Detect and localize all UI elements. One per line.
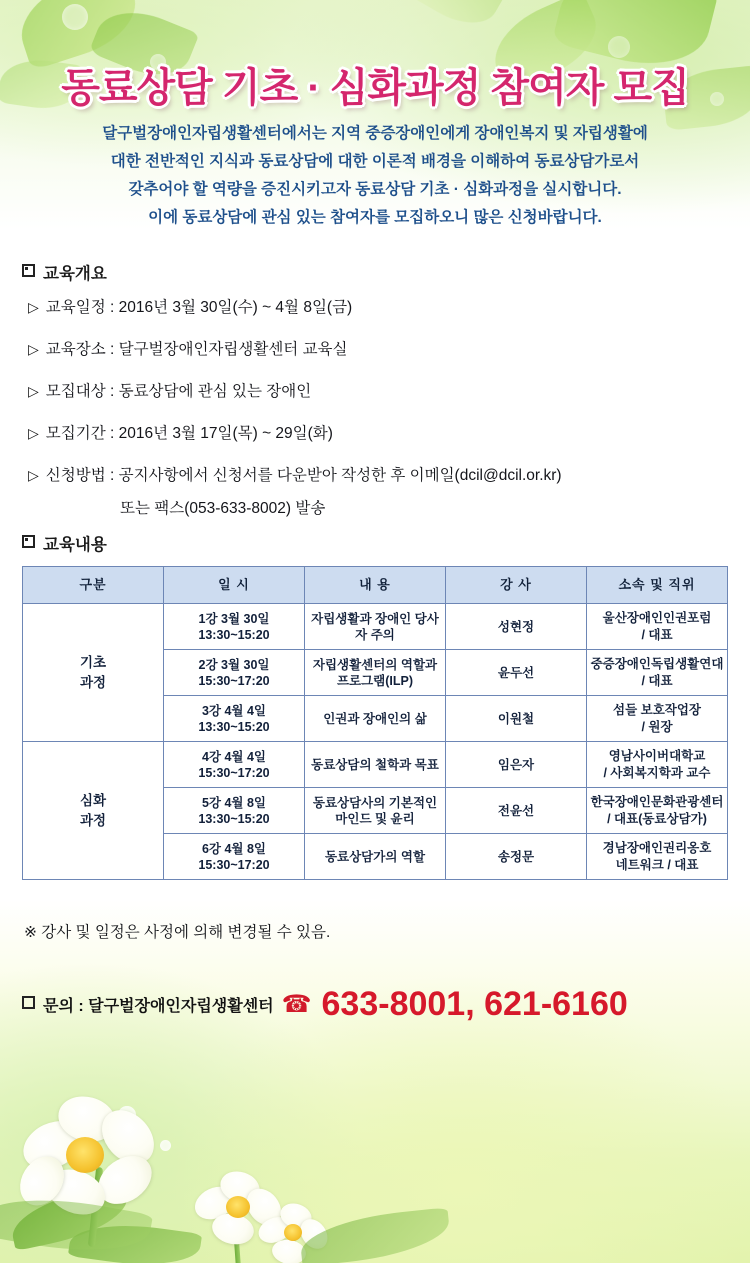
leaf-decoration-icon [403,0,507,37]
section-heading-content-label: 교육내용 [43,536,107,554]
table-row [23,742,728,788]
column-header-organization: 소속 및 직위 [587,567,728,604]
cell-teacher: 성현정 [446,604,587,650]
cell-teacher: 이원철 [446,696,587,742]
contact-row [22,985,732,1024]
cell-topic: 자립생활과 장애인 당사자 주의 [305,604,446,650]
cell-datetime: 4강 4월 4일 15:30~17:20 [164,742,305,788]
cell-datetime: 3강 4월 4일 13:30~15:20 [164,696,305,742]
poster-title-wrap [0,56,750,113]
column-header-datetime: 일 시 [164,567,305,604]
contact-phone-number[interactable]: 633-8001, 621-6160 [321,985,628,1023]
cell-topic: 동료상담의 철학과 목표 [305,742,446,788]
intro-line: 이에 동료상담에 관심 있는 참여자를 모집하오니 많은 신청바랍니다. [148,209,602,226]
contact-label-text: 문의 : 달구벌장애인자립생활센터 [43,998,274,1015]
square-bullet-icon [22,996,35,1009]
schedule-table-wrap [22,566,728,880]
bokeh-circle-icon [608,36,630,58]
list-item-label: 교육장소 : 달구벌장애인자립생활센터 교육실 [45,341,348,358]
triangle-bullet-icon: ▷ [28,299,39,315]
list-item-continuation: 또는 팩스(053-633-8002) 발송 [120,500,326,517]
bokeh-circle-icon [62,4,88,30]
column-header-topic: 내 용 [305,567,446,604]
page-title: 동료상담 기초 · 심화과정 참여자 모집 [61,66,689,110]
list-item-label: 모집대상 : 동료상담에 관심 있는 장애인 [45,383,312,400]
list-item [28,338,728,361]
list-item-label: 교육일정 : 2016년 3월 30일(수) ~ 4월 8일(금) [45,299,353,316]
telephone-icon: ☎ [281,990,312,1018]
intro-line: 갖추어야 할 역량을 증진시키고자 동료상담 기초 · 심화과정을 실시합니다. [128,181,622,198]
contact-label [22,993,274,1016]
square-bullet-icon [22,535,35,548]
triangle-bullet-icon: ▷ [28,425,39,441]
intro-line: 달구벌장애인자립생활센터에서는 지역 중증장애인에게 장애인복지 및 자립생활에 [102,125,648,142]
cell-category: 기초 과정 [23,604,164,742]
cell-organization: 울산장애인인권포럼 / 대표 [587,604,728,650]
cell-organization: 섬들 보호작업장 / 원장 [587,696,728,742]
cell-topic: 동료상담사의 기본적인 마인드 및 윤리 [305,788,446,834]
cell-organization: 영남사이버대학교 / 사회복지학과 교수 [587,742,728,788]
section-heading-content [22,531,107,555]
column-header-teacher: 강 사 [446,567,587,604]
cell-datetime: 2강 3월 30일 15:30~17:20 [164,650,305,696]
list-item [28,422,728,445]
column-header-category: 구분 [23,567,164,604]
cell-organization: 한국장애인문화관광센터 / 대표(동료상담가) [587,788,728,834]
list-item-label: 신청방법 : 공지사항에서 신청서를 다운받아 작성한 후 이메일(dcil@dcil.or.kr) [45,467,562,484]
cell-teacher: 전윤선 [446,788,587,834]
cell-organization: 중증장애인독립생활연대 / 대표 [587,650,728,696]
cell-teacher: 윤두선 [446,650,587,696]
cell-topic: 동료상담가의 역할 [305,834,446,880]
cell-organization: 경남장애인권리옹호 네트워크 / 대표 [587,834,728,880]
list-item [28,464,728,487]
triangle-bullet-icon: ▷ [28,467,39,483]
cell-datetime: 5강 4월 8일 13:30~15:20 [164,788,305,834]
list-item-label: 모집기간 : 2016년 3월 17일(목) ~ 29일(화) [45,425,333,442]
section-heading-outline [22,260,107,284]
list-item [28,380,728,403]
cell-teacher: 송정문 [446,834,587,880]
cell-topic: 인권과 장애인의 삶 [305,696,446,742]
table-header-row [23,567,728,604]
cell-teacher: 임은자 [446,742,587,788]
triangle-bullet-icon: ▷ [28,341,39,357]
cell-category: 심화 과정 [23,742,164,880]
intro-line: 대한 전반적인 지식과 동료상담에 대한 이론적 배경을 이해하여 동료상담가로서 [110,153,640,170]
table-row [23,604,728,650]
footnote: ※ 강사 및 일정은 사정에 의해 변경될 수 있음. [24,924,331,941]
cell-datetime: 6강 4월 8일 15:30~17:20 [164,834,305,880]
triangle-bullet-icon: ▷ [28,383,39,399]
cell-datetime: 1강 3월 30일 13:30~15:20 [164,604,305,650]
square-bullet-icon [22,264,35,277]
section-heading-outline-label: 교육개요 [43,265,107,283]
schedule-table [22,566,728,880]
outline-list [28,296,728,520]
list-item [28,296,728,319]
intro-paragraph [36,120,714,232]
cell-topic: 자립생활센터의 역할과 프로그램(ILP) [305,650,446,696]
